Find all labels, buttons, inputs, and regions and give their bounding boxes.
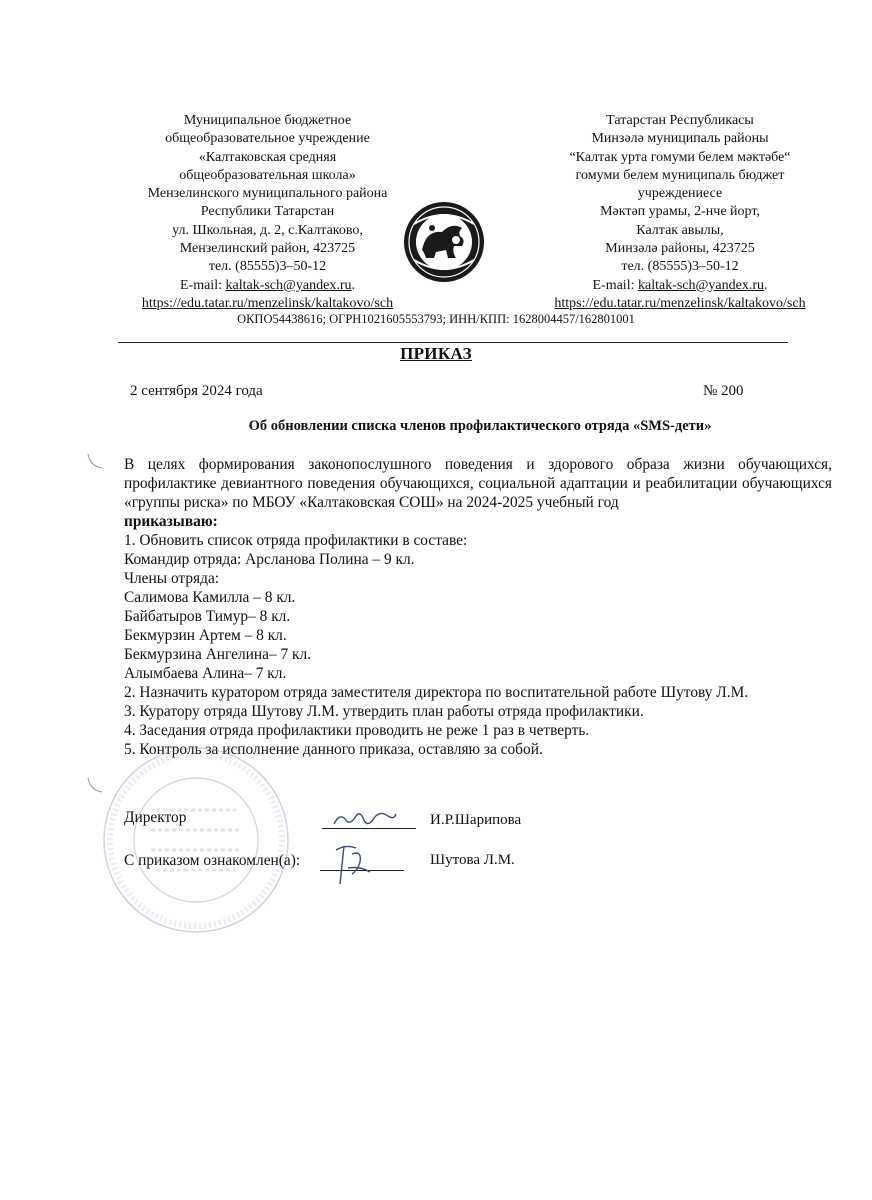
body-line: Бекмурзина Ангелина– 7 кл.: [124, 646, 312, 663]
body-line: 1. Обновить список отряда профилактики в составе:: [124, 532, 468, 549]
director-name: И.Р.Шарипова: [430, 812, 522, 828]
email-label: E-mail:: [592, 277, 638, 293]
header-left-email-row: [110, 277, 425, 295]
order-word: приказываю:: [124, 513, 218, 530]
header-right-line: гомуми белем муниципаль бюджет: [575, 167, 785, 183]
acknowledgement-label: С приказом ознакомлен(а):: [124, 852, 301, 869]
body-line: Члены отряда:: [124, 570, 220, 587]
registration-codes: ОКПО54438616; ОГРН1021605553793; ИНН/КПП: 1628004457/162801001: [237, 312, 635, 326]
header-left-line: ул. Школьная, д. 2, с.Калтаково,: [172, 222, 363, 238]
tatarstan-emblem-icon: [402, 200, 486, 284]
body-line: Алымбаева Алина– 7 кл.: [124, 665, 287, 682]
order-body: [124, 455, 832, 759]
body-line: Бекмурзин Артем – 8 кл.: [124, 627, 287, 644]
acknowledgement-signature-icon: [326, 840, 376, 890]
email-suffix: .: [351, 277, 355, 293]
order-number: № 200: [703, 383, 744, 399]
header-right-line: Минзәлә муниципаль районы: [591, 131, 769, 147]
order-subject: Об обновлении списка членов профилактического отряда «SMS-дети»: [248, 418, 712, 434]
email-suffix: .: [764, 277, 768, 293]
header-left-line: Мензелинский район, 423725: [179, 241, 356, 257]
order-item-3: 3. Куратору отряда Шутову Л.М. утвердить план работы отряда профилактики.: [124, 703, 644, 720]
header-divider: [118, 342, 788, 343]
header-left-line: Республики Татарстан: [200, 204, 335, 220]
scan-edge-mark-icon: [86, 776, 104, 796]
intro-paragraph: В целях формирования законопослушного поведения и здорового образа жизни обучающихся, профилактике девиантного поведения обучающихся, социальной адаптации и реабилитации обучающихся «группы риска» по МБОУ «Калтаковская СОШ» на 2024-2025 учебный год: [124, 456, 832, 511]
header-left-line: тел. (85555)3–50-12: [208, 259, 327, 275]
order-item-2: 2. Назначить куратором отряда заместителя директора по воспитательной работе Шутову Л.М.: [124, 684, 749, 701]
order-item-4: 4. Заседания отряда профилактики проводить не реже 1 раз в четверть.: [124, 722, 590, 739]
header-right-email-row: [530, 277, 830, 295]
header-right-line: тел. (85555)3–50-12: [621, 259, 739, 275]
header-left-line: Муниципальное бюджетное: [183, 113, 352, 128]
order-item-5: 5. Контроль за исполнение данного приказа, оставляю за собой.: [124, 741, 543, 758]
header-right-line: Татарстан Республикасы: [606, 113, 754, 128]
header-right-line: “Калтак урта гомуми белем мәктәбе“: [569, 149, 791, 165]
body-line: Командир отряда: Арсланова Полина – 9 кл.: [124, 551, 415, 568]
school-stamp-icon: [96, 740, 296, 940]
body-line: Байбатыров Тимур– 8 кл.: [124, 608, 291, 625]
header-left-line: Мензелинского муниципального района: [147, 186, 388, 202]
document-title: ПРИКАЗ: [400, 344, 472, 363]
header-left-line: общеобразовательная школа»: [179, 167, 356, 183]
header-right-line: Калтак авылы,: [636, 222, 724, 238]
email-link[interactable]: kaltak-sch@yandex.ru: [637, 277, 764, 293]
email-label: E-mail:: [179, 277, 226, 293]
director-signature-icon: [330, 806, 400, 832]
website-link[interactable]: https://edu.tatar.ru/menzelinsk/kaltakovo/sch: [141, 295, 394, 311]
website-link[interactable]: https://edu.tatar.ru/menzelinsk/kaltakovo/sch: [554, 295, 806, 311]
scan-edge-mark-icon: [86, 452, 104, 472]
email-link[interactable]: kaltak-sch@yandex.ru: [225, 277, 352, 293]
acknowledgement-name: Шутова Л.М.: [430, 852, 515, 868]
header-right-line: Минзәлә районы, 423725: [605, 241, 755, 257]
header-left-line: «Калтаковская средняя: [198, 149, 337, 165]
header-right-line: учреждениесе: [637, 186, 723, 202]
order-date: 2 сентября 2024 года: [130, 383, 263, 399]
header-right-line: Мәктәп урамы, 2-нче йорт,: [600, 204, 760, 220]
header-right: [530, 112, 830, 313]
header-left-line: общеобразовательное учреждение: [165, 131, 370, 147]
body-line: Салимова Камилла – 8 кл.: [124, 589, 296, 606]
header-left: [110, 112, 425, 313]
signature-role: Директор: [124, 809, 187, 826]
